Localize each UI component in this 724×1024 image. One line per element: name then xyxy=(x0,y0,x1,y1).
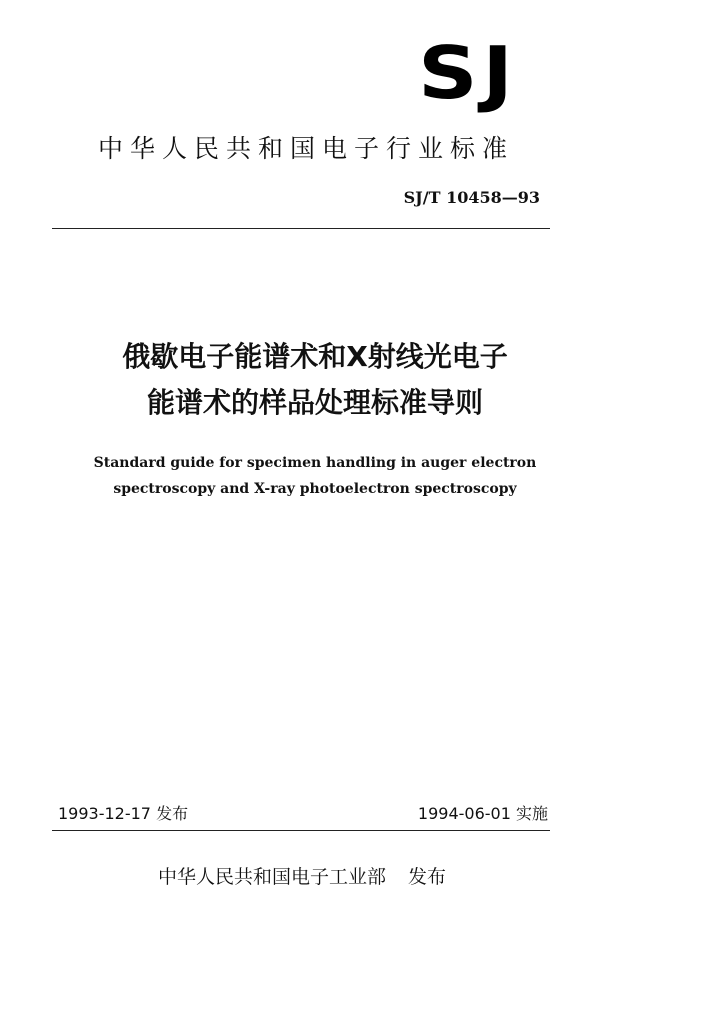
chinese-title xyxy=(60,334,570,426)
implementation-date: 1994-06-01 实施 xyxy=(417,804,548,823)
chinese-title-line-2: 能谱术的样品处理标准导则 xyxy=(146,386,483,419)
sj-logo: SJ xyxy=(418,31,518,115)
top-divider xyxy=(52,228,550,229)
issue-date: 1993-12-17 发布 xyxy=(58,804,189,823)
chinese-title-line-1: 俄歇电子能谱术和X射线光电子 xyxy=(122,340,508,373)
issuer-action: 发布 xyxy=(408,866,447,888)
industry-standard-header: 中华人民共和国电子行业标准 xyxy=(98,134,515,163)
standard-number: SJ/T 10458—93 xyxy=(403,188,540,207)
bottom-divider xyxy=(52,830,550,831)
issuing-authority xyxy=(158,864,446,890)
english-title-line-2: spectroscopy and X-ray photoelectron spectroscopy xyxy=(113,481,517,497)
issuer-name: 中华人民共和国电子工业部 xyxy=(158,866,387,888)
english-title-line-1: Standard guide for specimen handling in auger electron xyxy=(93,455,537,471)
english-title xyxy=(60,450,570,502)
